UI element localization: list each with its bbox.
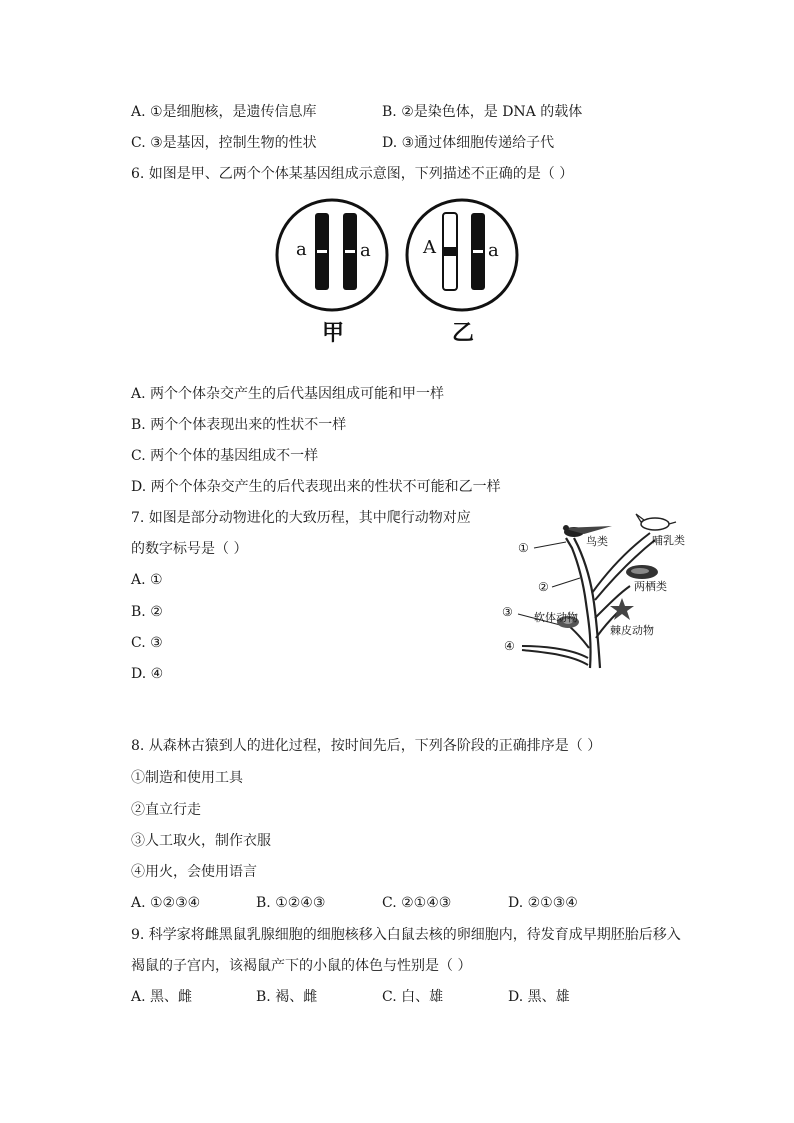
q9-stem-line1: 9. 科学家将雌黑鼠乳腺细胞的细胞核移入白鼠去核的卵细胞内，待发育成早期胚胎后移入: [131, 927, 681, 943]
q8-item-1: ①制造和使用工具: [131, 770, 243, 786]
tree-number-2: ②: [538, 580, 549, 594]
q5-option-a: A. ①是细胞核，是遗传信息库: [131, 104, 317, 120]
q9-stem-line2: 褐鼠的子宫内，该褐鼠产下的小鼠的体色与性别是（ ）: [131, 958, 472, 974]
q6-stem: 6. 如图是甲、乙两个个体某基因组成示意图，下列描述不正确的是（ ）: [131, 166, 574, 182]
q7-stem-line1: 7. 如图是部分动物进化的大致历程，其中爬行动物对应: [131, 510, 471, 526]
tree-trunk: [566, 538, 591, 668]
gene-yi-left: A: [423, 237, 436, 258]
q9-option-c: C. 白、雄: [382, 989, 444, 1005]
label-jia: 甲: [322, 320, 345, 346]
q7-option-d: D. ④: [131, 666, 164, 682]
q6-option-b: B. 两个个体表现出来的性状不一样: [131, 417, 347, 433]
label-yi: 乙: [452, 320, 475, 346]
tree-number-3: ③: [502, 605, 513, 619]
label-amphibians: 两栖类: [634, 580, 667, 593]
gene-jia-right: a: [360, 240, 371, 261]
q5-option-d: D. ③通过体细胞传递给子代: [382, 135, 555, 151]
q6-option-c: C. 两个个体的基因组成不一样: [131, 448, 319, 464]
q7-option-a: A. ①: [131, 572, 163, 588]
q9-option-d: D. 黑、雄: [508, 989, 570, 1005]
q8-option-c: C. ②①④③: [382, 895, 452, 911]
label-echinoderms: 棘皮动物: [610, 624, 654, 637]
q6-gene-diagram: [270, 190, 520, 350]
gene-yi-right: a: [488, 240, 499, 261]
tree-number-1: ①: [518, 541, 529, 555]
q7-option-c: C. ③: [131, 635, 163, 651]
q8-item-3: ③人工取火，制作衣服: [131, 833, 271, 849]
q8-option-a: A. ①②③④: [131, 895, 201, 911]
label-birds: 鸟类: [586, 535, 608, 548]
q7-stem-line2: 的数字标号是（ ）: [131, 541, 248, 557]
q9-option-a: A. 黑、雌: [131, 989, 193, 1005]
q6-option-d: D. 两个个体杂交产生的后代表现出来的性状不可能和乙一样: [131, 479, 501, 495]
q5-option-b: B. ②是染色体，是 DNA 的载体: [382, 104, 583, 120]
frog-icon: [626, 565, 658, 579]
q8-item-4: ④用火，会使用语言: [131, 864, 257, 880]
q7-option-b: B. ②: [131, 604, 163, 620]
q8-option-d: D. ②①③④: [508, 895, 578, 911]
q8-item-2: ②直立行走: [131, 802, 201, 818]
label-mammals: 哺乳类: [652, 534, 685, 547]
q9-option-b: B. 褐、雌: [256, 989, 318, 1005]
q8-stem: 8. 从森林古猿到人的进化过程，按时间先后，下列各阶段的正确排序是（ ）: [131, 738, 602, 754]
gene-jia-left: a: [296, 239, 307, 260]
q6-option-a: A. 两个个体杂交产生的后代基因组成可能和甲一样: [131, 386, 445, 402]
q5-option-c: C. ③是基因，控制生物的性状: [131, 135, 317, 151]
mammal-icon: [636, 514, 676, 530]
q8-option-b: B. ①②④③: [256, 895, 326, 911]
label-molluscs: 软体动物: [534, 611, 578, 624]
tree-number-4: ④: [504, 639, 515, 653]
q7-evolution-tree: [500, 508, 700, 673]
